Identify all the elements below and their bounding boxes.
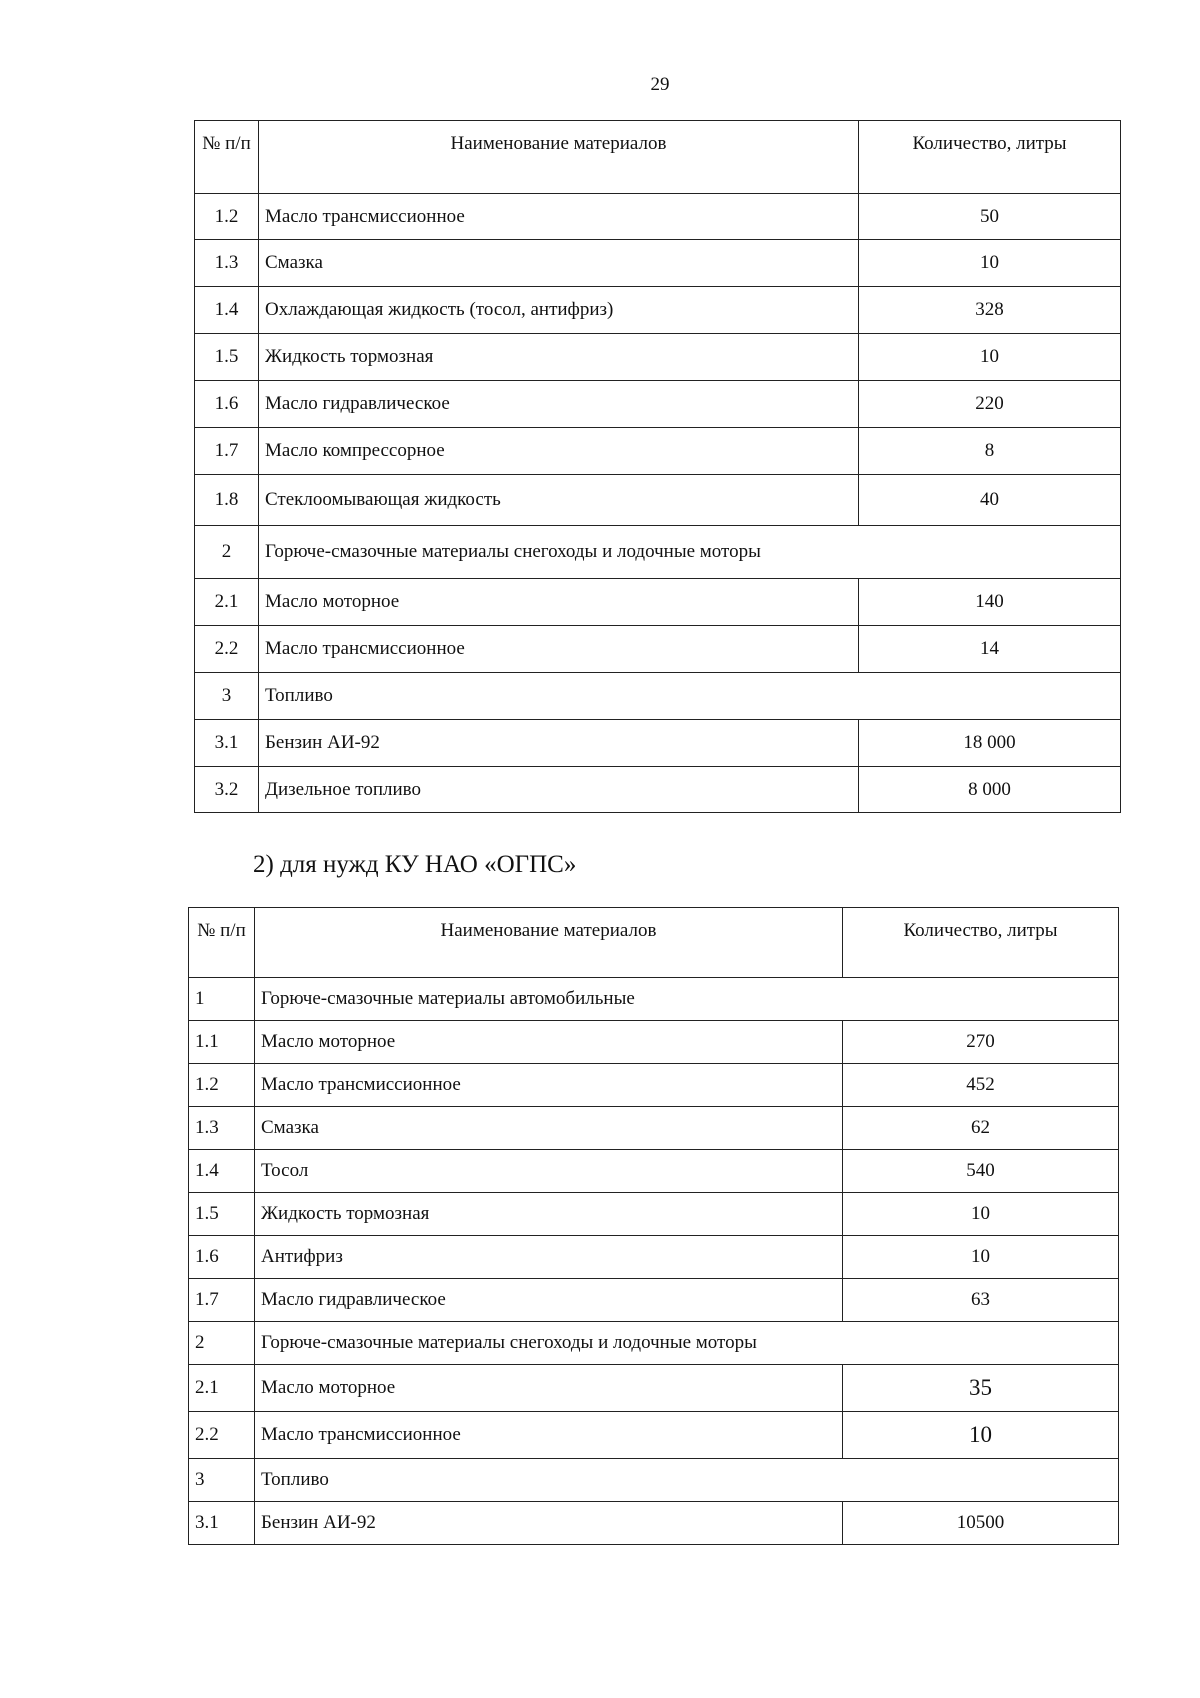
- table-row: [189, 1279, 1119, 1322]
- row-number: 3: [189, 1459, 255, 1502]
- material-quantity: 220: [859, 381, 1121, 428]
- material-quantity: 35: [843, 1365, 1119, 1412]
- material-quantity: 14: [859, 626, 1121, 673]
- section-subtitle: 2) для нужд КУ НАО «ОГПС»: [253, 851, 577, 878]
- table-row: [195, 720, 1121, 767]
- row-number: 1: [189, 978, 255, 1021]
- table-row: [195, 287, 1121, 334]
- header-quantity: Количество, литры: [843, 908, 1119, 978]
- material-quantity: 8: [859, 428, 1121, 475]
- row-number: 2: [189, 1322, 255, 1365]
- material-quantity: 10: [859, 334, 1121, 381]
- table-row: [195, 381, 1121, 428]
- material-name: Смазка: [259, 240, 859, 287]
- table-row: [195, 240, 1121, 287]
- row-number: 3.2: [195, 767, 259, 813]
- material-quantity: 452: [843, 1064, 1119, 1107]
- material-quantity: 10: [843, 1193, 1119, 1236]
- section-row: [195, 673, 1121, 720]
- section-name: Горюче-смазочные материалы снегоходы и лодочные моторы: [259, 526, 1121, 579]
- row-number: 1.7: [195, 428, 259, 475]
- material-name: Тосол: [255, 1150, 843, 1193]
- material-quantity: 10500: [843, 1502, 1119, 1545]
- materials-table-2: [188, 907, 1119, 1545]
- material-name: Охлаждающая жидкость (тосол, антифриз): [259, 287, 859, 334]
- row-number: 3.1: [195, 720, 259, 767]
- row-number: 1.2: [189, 1064, 255, 1107]
- row-number: 1.5: [189, 1193, 255, 1236]
- material-quantity: 50: [859, 194, 1121, 240]
- table-row: [195, 428, 1121, 475]
- table-row: [189, 1150, 1119, 1193]
- material-name: Масло моторное: [255, 1021, 843, 1064]
- table-row: [195, 579, 1121, 626]
- table-row: [195, 334, 1121, 381]
- material-quantity: 10: [843, 1412, 1119, 1459]
- material-quantity: 40: [859, 475, 1121, 526]
- section-row: [189, 1322, 1119, 1365]
- material-quantity: 540: [843, 1150, 1119, 1193]
- row-number: 1.5: [195, 334, 259, 381]
- material-name: Масло моторное: [259, 579, 859, 626]
- material-quantity: 63: [843, 1279, 1119, 1322]
- material-name: Масло компрессорное: [259, 428, 859, 475]
- row-number: 1.3: [195, 240, 259, 287]
- material-quantity: 62: [843, 1107, 1119, 1150]
- row-number: 1.8: [195, 475, 259, 526]
- table-row: [189, 1064, 1119, 1107]
- row-number: 1.4: [189, 1150, 255, 1193]
- material-name: Масло гидравлическое: [259, 381, 859, 428]
- material-name: Масло моторное: [255, 1365, 843, 1412]
- table-row: [195, 194, 1121, 240]
- material-name: Масло трансмиссионное: [255, 1412, 843, 1459]
- table-row: [195, 767, 1121, 813]
- material-name: Антифриз: [255, 1236, 843, 1279]
- table-row: [195, 626, 1121, 673]
- material-name: Масло трансмиссионное: [259, 194, 859, 240]
- row-number: 1.7: [189, 1279, 255, 1322]
- header-number: № п/п: [195, 121, 259, 194]
- table-row: [195, 475, 1121, 526]
- material-name: Масло гидравлическое: [255, 1279, 843, 1322]
- section-name: Топливо: [255, 1459, 1119, 1502]
- material-quantity: 10: [859, 240, 1121, 287]
- table-header-row: [195, 121, 1121, 194]
- material-quantity: 10: [843, 1236, 1119, 1279]
- row-number: 2.2: [189, 1412, 255, 1459]
- row-number: 2: [195, 526, 259, 579]
- material-quantity: 140: [859, 579, 1121, 626]
- header-quantity: Количество, литры: [859, 121, 1121, 194]
- table-row: [189, 1107, 1119, 1150]
- section-name: Горюче-смазочные материалы автомобильные: [255, 978, 1119, 1021]
- material-quantity: 328: [859, 287, 1121, 334]
- material-quantity: 18 000: [859, 720, 1121, 767]
- table-row: [189, 1193, 1119, 1236]
- row-number: 1.1: [189, 1021, 255, 1064]
- header-name: Наименование материалов: [255, 908, 843, 978]
- table-row: [189, 1236, 1119, 1279]
- section-name: Горюче-смазочные материалы снегоходы и лодочные моторы: [255, 1322, 1119, 1365]
- row-number: 2.1: [195, 579, 259, 626]
- row-number: 1.4: [195, 287, 259, 334]
- section-row: [195, 526, 1121, 579]
- table-row: [189, 1502, 1119, 1545]
- row-number: 1.6: [189, 1236, 255, 1279]
- material-name: Дизельное топливо: [259, 767, 859, 813]
- row-number: 2.1: [189, 1365, 255, 1412]
- table-header-row: [189, 908, 1119, 978]
- material-name: Стеклоомывающая жидкость: [259, 475, 859, 526]
- material-quantity: 8 000: [859, 767, 1121, 813]
- row-number: 1.3: [189, 1107, 255, 1150]
- section-name: Топливо: [259, 673, 1121, 720]
- materials-table-1: [194, 120, 1121, 813]
- header-name: Наименование материалов: [259, 121, 859, 194]
- row-number: 1.2: [195, 194, 259, 240]
- table-row: [189, 1412, 1119, 1459]
- table-row: [189, 1021, 1119, 1064]
- row-number: 3.1: [189, 1502, 255, 1545]
- header-number: № п/п: [189, 908, 255, 978]
- material-name: Бензин АИ-92: [259, 720, 859, 767]
- material-name: Масло трансмиссионное: [259, 626, 859, 673]
- material-name: Смазка: [255, 1107, 843, 1150]
- page-number: 29: [650, 74, 670, 95]
- material-name: Масло трансмиссионное: [255, 1064, 843, 1107]
- material-name: Жидкость тормозная: [255, 1193, 843, 1236]
- row-number: 1.6: [195, 381, 259, 428]
- section-row: [189, 978, 1119, 1021]
- row-number: 2.2: [195, 626, 259, 673]
- material-name: Жидкость тормозная: [259, 334, 859, 381]
- material-quantity: 270: [843, 1021, 1119, 1064]
- material-name: Бензин АИ-92: [255, 1502, 843, 1545]
- table-row: [189, 1365, 1119, 1412]
- row-number: 3: [195, 673, 259, 720]
- section-row: [189, 1459, 1119, 1502]
